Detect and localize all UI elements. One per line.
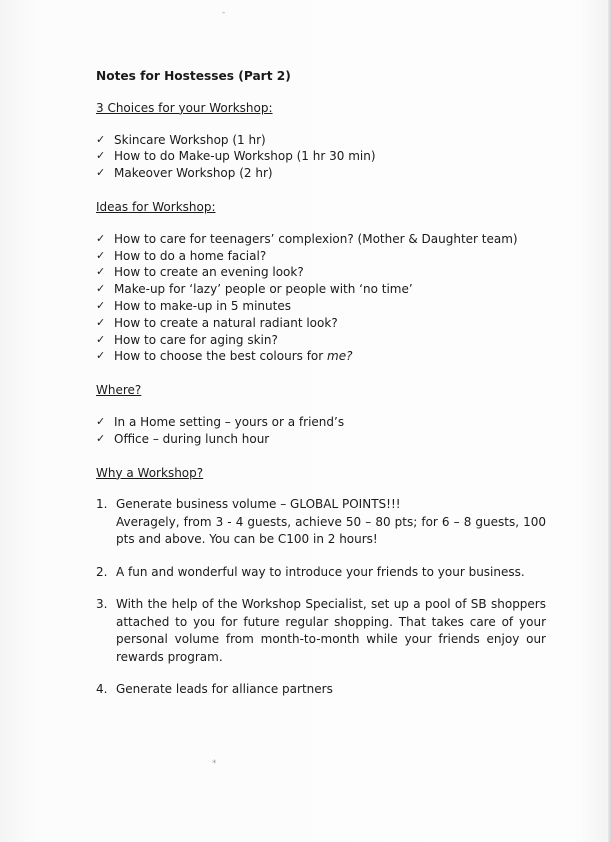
list-item: ✓ Office – during lunch hour (96, 431, 270, 446)
scan-speck: ⁎ (212, 756, 217, 766)
checkmark-icon: ✓ (96, 315, 106, 329)
document-title: Notes for Hostesses (Part 2) (96, 69, 291, 83)
checkmark-icon: ✓ (96, 265, 106, 279)
scan-speck: ‑ (222, 8, 226, 18)
list-item: ✓ How to care for teenagers’ complexion? (Mother & Daughter team) (96, 231, 518, 246)
list-item: ✓ Make-up for ‘lazy’ people or people with ‘no time’ (96, 282, 413, 297)
checkmark-icon: ✓ (96, 149, 106, 163)
ideas-list (96, 231, 546, 365)
why-heading: Why a Workshop? (96, 465, 204, 480)
checkmark-icon: ✓ (96, 132, 106, 146)
list-item: 2. A fun and wonderful way to introduce your friends to your business. (96, 564, 546, 582)
list-item: ✓ How to create a natural radiant look? (96, 315, 338, 330)
list-item: ✓ How to make-up in 5 minutes (96, 298, 291, 313)
list-item: ✓ In a Home setting – yours or a friend’s (96, 414, 345, 429)
checkmark-icon: ✓ (96, 414, 106, 428)
where-heading: Where? (96, 383, 142, 398)
item-number: 4. (96, 682, 108, 697)
list-item: ✓ Skincare Workshop (1 hr) (96, 132, 266, 147)
list-item: ✓ How to do a home facial? (96, 248, 267, 263)
emphasis-text: me? (327, 349, 353, 364)
list-item: 1. Generate business volume – GLOBAL POINTS!!! Averagely, from 3 - 4 guests, achieve 50 – 80 pts; for 6 – 8 guests, 100 pts and above. You can be C100 in 2 hours! (96, 497, 546, 547)
checkmark-icon: ✓ (96, 248, 106, 262)
item-number: 3. (96, 597, 108, 612)
item-number: 2. (96, 564, 108, 579)
checkmark-icon: ✓ (96, 282, 106, 296)
item-number: 1. (96, 497, 108, 512)
checkmark-icon: ✓ (96, 166, 106, 180)
list-item: 4. Generate leads for alliance partners (96, 681, 546, 699)
list-item: ✓ Makeover Workshop (2 hr) (96, 166, 273, 181)
checkmark-icon: ✓ (96, 231, 106, 245)
list-item: ✓ How to do Make-up Workshop (1 hr 30 min) (96, 149, 376, 164)
where-list (96, 414, 546, 448)
choices-list (96, 132, 546, 182)
checkmark-icon: ✓ (96, 298, 106, 312)
document-body (96, 68, 546, 714)
checkmark-icon: ✓ (96, 332, 106, 346)
list-item: 3. With the help of the Workshop Specialist, set up a pool of SB shoppers attached to you for future regular shopping. That takes care of your personal volume from month-to-month while your friends enjoy our rewards program. (96, 597, 546, 664)
list-item: ✓ How to care for aging skin? (96, 332, 278, 347)
checkmark-icon: ✓ (96, 349, 106, 363)
checkmark-icon: ✓ (96, 431, 106, 445)
list-item: ✓ How to create an evening look? (96, 265, 304, 280)
page-edge-shadow (608, 0, 612, 842)
list-item: ✓ How to choose the best colours for me? (96, 349, 353, 364)
ideas-heading: Ideas for Workshop: (96, 199, 216, 214)
why-list (96, 496, 546, 699)
choices-heading: 3 Choices for your Workshop: (96, 100, 273, 115)
